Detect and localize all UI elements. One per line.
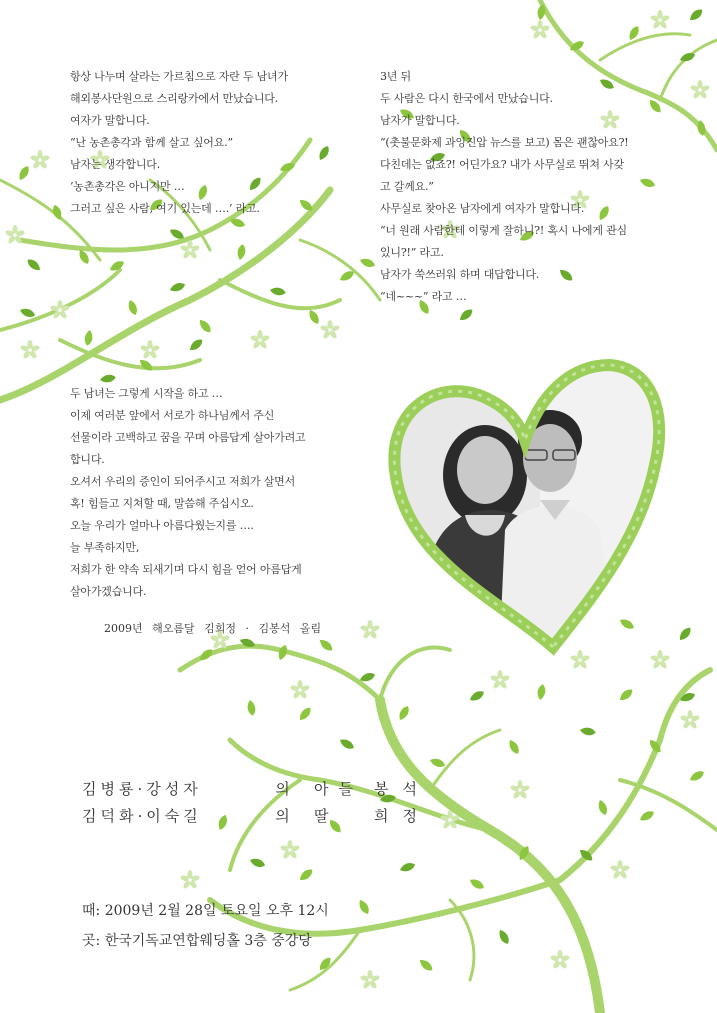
story-line: 두 남녀는 그렇게 시작을 하고 …: [70, 387, 223, 400]
story-left: [70, 66, 288, 220]
groom-relation: 아들: [314, 780, 363, 798]
story-line: 고 갈께요.”: [380, 180, 434, 193]
family-groom: [82, 778, 431, 799]
bride-relation: 딸: [314, 807, 339, 825]
story-line: “너 원래 사람한테 이렇게 잘하니?! 혹시 나에게 관심: [380, 224, 627, 237]
family-bride: [82, 805, 431, 826]
story-line: 그러고 싶은 사람, 여기 있는데 ….’ 라고.: [70, 202, 260, 215]
story-line: 여자가 말합니다.: [70, 114, 150, 127]
story-line: 저희가 한 약속 되새기며 다시 힘을 얻어 아름답게: [70, 563, 302, 576]
bride-name: 희정: [374, 807, 431, 825]
story-line: 이제 여러분 앞에서 서로가 하나님께서 주신: [70, 409, 275, 422]
story-line: 다친데는 없죠?! 어딘가요? 내가 사무실로 뛰쳐 사갖: [380, 158, 624, 171]
story-line: 오늘 우리가 얼마나 아름다웠는지를 ….: [70, 519, 254, 532]
story-right: [380, 66, 629, 308]
story-line: 두 사람은 다시 한국에서 만났습니다.: [380, 92, 553, 105]
groom-name: 봉석: [374, 780, 431, 798]
story-line: 사무실로 찾아온 남자에게 여자가 말합니다.: [380, 202, 585, 215]
story-line: 항상 나누며 살라는 가르침으로 자란 두 남녀가: [70, 70, 288, 83]
story-vows: [70, 383, 305, 603]
story-line: 선물이라 고백하고 꿈을 꾸며 아름답게 살아가려고: [70, 431, 306, 444]
story-line: 오셔서 우리의 증인이 되어주시고 저희가 살면서: [70, 475, 296, 488]
story-line: 살아가겠습니다.: [70, 585, 147, 598]
story-line: 남자는 생각합니다.: [70, 158, 161, 171]
story-line: 있니?!” 라고.: [380, 246, 444, 259]
signoff: 2009년 해오름달 김희정 · 김봉석 올림: [104, 622, 322, 635]
story-line: “(촛불문화제 과잉진압 뉴스를 보고) 몸은 괜찮아요?!: [380, 136, 629, 149]
heart-photo-frame: [380, 360, 680, 660]
story-line: 남자가 쑥쓰러워 하며 대답합니다.: [380, 268, 540, 281]
story-line: “난 농촌총각과 함께 살고 싶어요.”: [70, 136, 233, 149]
bride-of: 의: [275, 807, 291, 825]
story-line: “네~~~” 라고 …: [380, 290, 467, 303]
story-line: 혹! 힘들고 지쳐할 때, 말씀해 주십시오.: [70, 497, 254, 510]
bride-parents: 김덕화·이숙길: [82, 807, 202, 825]
story-line: 늘 부족하지만,: [70, 541, 140, 554]
story-line: 남자가 말합니다.: [380, 114, 460, 127]
event-where: 곳: 한국기독교연합웨딩홀 3층 중강당: [82, 933, 312, 949]
story-line: 합니다.: [70, 453, 105, 466]
event-when: 때: 2009년 2월 28일 토요일 오후 12시: [82, 903, 329, 919]
groom-parents: 김병룡·강성자: [82, 780, 202, 798]
story-line: 해외봉사단원으로 스리랑카에서 만났습니다.: [70, 92, 278, 105]
story-line: 3년 뒤: [380, 70, 411, 83]
groom-of: 의: [275, 780, 291, 798]
story-line: ‘농촌총각은 아니지만 …: [70, 180, 185, 193]
